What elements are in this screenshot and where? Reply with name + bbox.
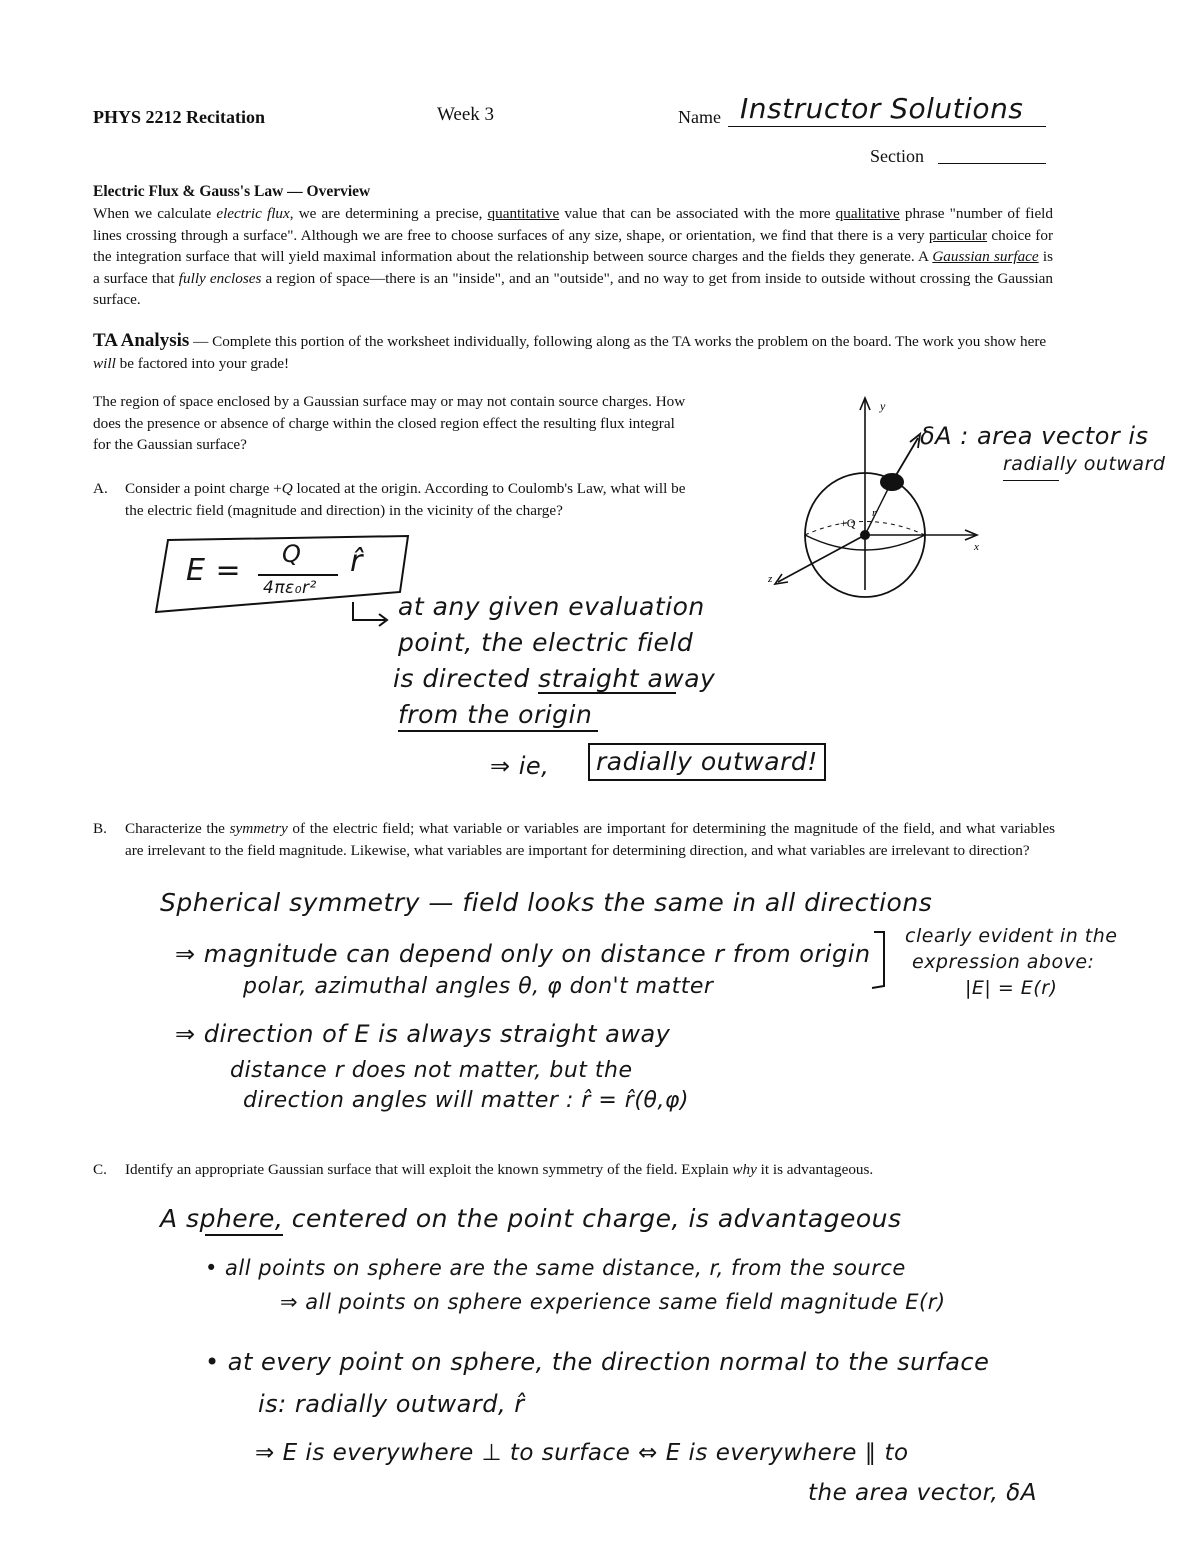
question-c-text: Identify an appropriate Gaussian surface that will exploit the known symmetry of the field. Explain why it is advantageous. (125, 1161, 874, 1178)
section-label: Section (870, 146, 924, 166)
answer-a-line-1: at any given evaluation (398, 592, 705, 621)
question-b-label: B. (93, 820, 107, 837)
answer-c-line-7: the area vector, δA (808, 1480, 1037, 1506)
question-a-text: Consider a point charge +Q located at the origin. According to Coulomb's Law, what will be the electric field (magnitude and direction) in the vicinity of the charge? (125, 480, 686, 519)
x-axis-label: x (974, 541, 979, 553)
formula-lhs: E = (186, 553, 242, 588)
formula-numerator: Q (282, 540, 302, 568)
ta-analysis-heading: TA Analysis (93, 330, 190, 351)
answer-b-line-2: ⇒ magnitude can depend only on distance r from origin (175, 940, 871, 968)
answer-b-side-1: clearly evident in the (905, 925, 1118, 947)
answer-a-boxed: radially outward! (588, 743, 826, 781)
answer-b-side-2: expression above: (912, 951, 1095, 973)
fraction-bar (258, 574, 338, 576)
name-value: Instructor Solutions (740, 92, 1024, 125)
formula-rhat: r̂ (350, 544, 363, 579)
underline-from-origin (398, 730, 598, 732)
answer-b-line-5: distance r does not matter, but the (230, 1058, 633, 1083)
intro-question: The region of space enclosed by a Gaussian surface may or may not contain source charges. How does the presence or absence of charge within the closed region effect the resulting flux integral for the Gaussian surface? (93, 393, 686, 453)
question-b-text: Characterize the symmetry of the electric field; what variable or variables are important for determining the magnitude of the field, and what variables are irrelevant to the field magnitude. Likewise, what variables are important for determining direction, and what variables are irrelevant to direction? (125, 820, 1055, 859)
answer-c-line-2: • all points on sphere are the same distance, r, from the source (205, 1256, 906, 1280)
overview-paragraph: When we calculate electric flux, we are determining a precise, quantitative value that can be associated with the more qualitative phrase "number of field lines crossing through a surface". Although we are free to choose surfaces of any size, shape, or orientation, we find that there is a very particular choice for the integration surface that will yield maximal information about the relationship between source charges and the fields they generate. A Gaussian surface is a surface that fully encloses a region of space—there is an "inside", and an "outside", and no way to get from inside to outside without crossing the Gaussian surface. (93, 205, 1054, 308)
answer-b-line-4: ⇒ direction of E is always straight away (175, 1020, 671, 1048)
answer-b-line-6: direction angles will matter : r̂ = r̂(θ,φ) (243, 1088, 689, 1113)
formula-denominator: 4πε₀r² (263, 578, 317, 598)
underline-radially (1003, 480, 1059, 481)
answer-c-line-4: • at every point on sphere, the direction normal to the surface (205, 1348, 990, 1376)
answer-c-line-5: is: radially outward, r̂ (258, 1390, 525, 1418)
answer-a-line-2: point, the electric field (398, 628, 694, 657)
y-axis-label: y (880, 399, 886, 413)
diagram-annotation-main: δA : area vector is (920, 422, 1149, 450)
overview-heading: Electric Flux & Gauss's Law — Overview (93, 183, 371, 200)
answer-c-line-1: A sphere, centered on the point charge, is advantageous (160, 1204, 902, 1233)
r-label: r (872, 507, 877, 519)
question-a-label: A. (93, 480, 108, 497)
answer-c-line-6: ⇒ E is everywhere ⊥ to surface ⇔ E is everywhere ∥ to (255, 1440, 909, 1466)
section-line (938, 163, 1046, 164)
answer-a-line-4: from the origin (398, 700, 593, 729)
question-c-label: C. (93, 1161, 107, 1178)
underline-straight-away (538, 692, 676, 694)
answer-a-conclusion-prefix: ⇒ ie, (490, 752, 550, 780)
course-title: PHYS 2212 Recitation (93, 107, 265, 127)
answer-b-side-3: |E| = E(r) (965, 977, 1058, 999)
z-axis-label: z (768, 573, 773, 585)
answer-c-line-3: ⇒ all points on sphere experience same field magnitude E(r) (280, 1290, 946, 1314)
week-label: Week 3 (437, 104, 495, 125)
name-line (728, 126, 1046, 127)
answer-b-line-3: polar, azimuthal angles θ, φ don't matter (243, 974, 714, 999)
hook-arrow (345, 600, 405, 630)
diagram-annotation-sub: radially outward (1003, 453, 1166, 475)
answer-b-bracket (868, 928, 892, 992)
ta-analysis-paragraph: TA Analysis — Complete this portion of the worksheet individually, following along as the TA works the problem on the board. The work you show here will be factored into your grade! (93, 330, 1047, 372)
underline-sphere (205, 1234, 283, 1236)
answer-a-line-3: is directed straight away (393, 664, 716, 693)
answer-b-line-1: Spherical symmetry — field looks the same in all directions (160, 888, 933, 917)
charge-label: +Q (840, 516, 856, 530)
name-label: Name (678, 107, 721, 127)
